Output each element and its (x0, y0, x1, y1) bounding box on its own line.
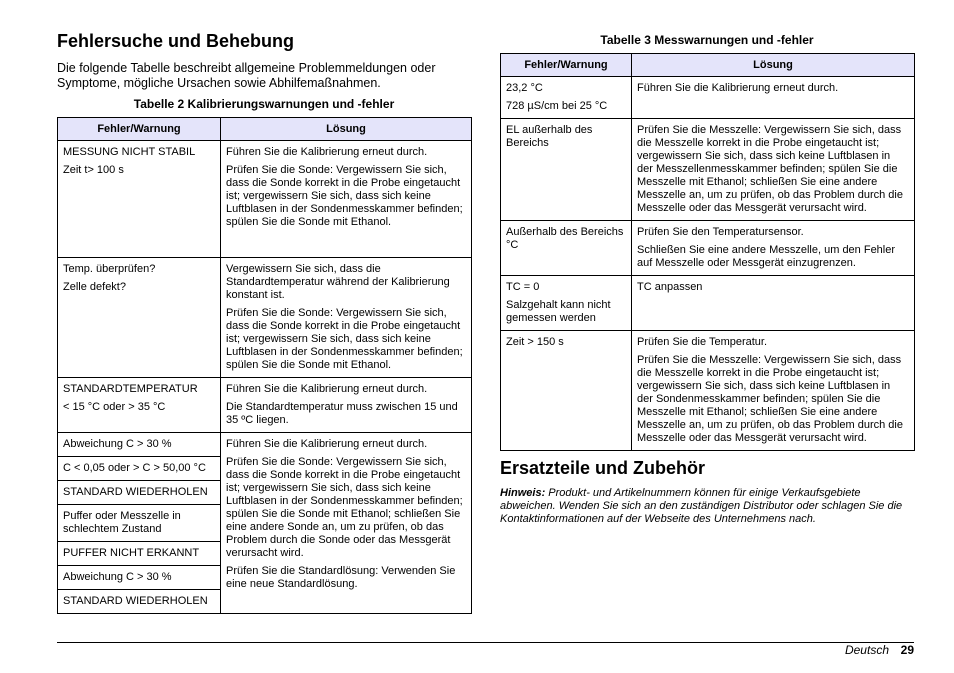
note-label: Hinweis: (500, 487, 546, 499)
table-row (58, 141, 472, 258)
measurement-table (500, 53, 915, 451)
table-row (501, 276, 915, 331)
error-cell: C < 0,05 oder > C > 50,00 °C (58, 457, 221, 481)
table3-caption: Tabelle 3 Messwarnungen und -fehler (600, 33, 814, 47)
column-header-solution: Lösung (221, 118, 472, 141)
solution-cell: Führen Sie die Kalibrierung erneut durch. (632, 77, 915, 119)
table-row (501, 221, 915, 276)
error-cell: STANDARD WIEDERHOLEN (58, 590, 221, 614)
table-row (501, 331, 915, 451)
error-cell: Temp. überprüfen? Zelle defekt? (58, 258, 221, 378)
page-heading-troubleshooting: Fehlersuche und Behebung (57, 31, 295, 51)
solution-cell: Prüfen Sie die Temperatur. Prüfen Sie die Messzelle: Vergewissern Sie sich, dass die Messzelle korrekt in die Probe eingetaucht ist; vergewissern Sie sich, dass sich keine Luftblasen in der Sondenmesskammer befinden; spülen Sie die Messzelle mit Ethanol; schließen Sie eine andere Messzelle an, um zu prüfen, ob das Problem durch die Messzelle oder das Messgerät verursacht wird. (632, 331, 915, 451)
table2-caption: Tabelle 2 Kalibrierungswarnungen und -fehler (133, 97, 395, 111)
footer-divider (57, 642, 914, 643)
table-row (58, 258, 472, 378)
table-header-row (501, 54, 915, 77)
note-text: Produkt- und Artikelnummern können für einige Verkaufsgebiete abweichen. Wenden Sie sich an den zuständigen Distributor oder schlagen Sie die Kontaktinformationen auf der Webseite des Unternehmens nach. (500, 487, 903, 525)
error-cell: 23,2 °C 728 µS/cm bei 25 °C (501, 77, 632, 119)
column-header-solution: Lösung (632, 54, 915, 77)
solution-cell: Führen Sie die Kalibrierung erneut durch. Die Standardtemperatur muss zwischen 15 und 35 ºC liegen. (221, 378, 472, 433)
error-cell: Zeit > 150 s (501, 331, 632, 451)
table-row (58, 433, 472, 457)
error-cell: STANDARDTEMPERATUR < 15 °C oder > 35 °C (58, 378, 221, 433)
column-header-error: Fehler/Warnung (501, 54, 632, 77)
table-row (501, 77, 915, 119)
error-cell: STANDARD WIEDERHOLEN (58, 481, 221, 505)
table-row (501, 119, 915, 221)
error-cell: Abweichung C > 30 % (58, 433, 221, 457)
solution-cell: Führen Sie die Kalibrierung erneut durch. Prüfen Sie die Sonde: Vergewissern Sie sich, dass die Sonde korrekt in die Probe eingetaucht ist; vergewissern Sie sich, dass sich keine Luftblasen in der Sondenmesskammer befinden; spülen Sie die Sonde mit Ethanol. (221, 141, 472, 258)
table-header-row (58, 118, 472, 141)
intro-paragraph: Die folgende Tabelle beschreibt allgemeine Problemmeldungen oder Symptome, mögliche Ursachen sowie Abhilfemaßnahmen. (57, 61, 436, 90)
solution-cell: TC anpassen (632, 276, 915, 331)
solution-cell: Prüfen Sie die Messzelle: Vergewissern Sie sich, dass die Messzelle korrekt in die Probe eingetaucht ist; vergewissern Sie sich, dass sich keine Luftblasen in der Messzellenmesskammer befinden; spülen Sie die Messzelle mit Ethanol; schließen Sie eine andere Messzelle an, um zu prüfen, ob das Problem durch die Messzelle oder das Messgerät verursacht wird. (632, 119, 915, 221)
error-cell: Puffer oder Messzelle in schlechtem Zustand (58, 505, 221, 542)
error-cell: MESSUNG NICHT STABIL Zeit t> 100 s (58, 141, 221, 258)
error-cell: Abweichung C > 30 % (58, 566, 221, 590)
column-header-error: Fehler/Warnung (58, 118, 221, 141)
error-cell: PUFFER NICHT ERKANNT (58, 542, 221, 566)
note-paragraph (500, 487, 914, 526)
solution-cell: Vergewissern Sie sich, dass die Standardtemperatur während der Kalibrierung konstant ist. Prüfen Sie die Sonde: Vergewissern Sie sich, dass die Sonde korrekt in die Probe eingetaucht ist; vergewissern Sie sich, dass sich keine Luftblasen in der Sondenmesskammer befinden; spülen Sie die Sonde mit Ethanol. (221, 258, 472, 378)
calibration-table (57, 117, 472, 614)
footer-language: Deutsch (844, 643, 889, 657)
table-row (58, 378, 472, 433)
error-cell: Außerhalb des Bereichs °C (501, 221, 632, 276)
page-number: 29 (900, 643, 914, 657)
solution-cell: Führen Sie die Kalibrierung erneut durch. Prüfen Sie die Sonde: Vergewissern Sie sich, dass die Sonde korrekt in die Probe eingetaucht ist; vergewissern Sie sich, dass sich keine Luftblasen in der Sondenmesskammer befinden; spülen Sie die Sonde mit Ethanol; schließen Sie eine andere Sonde an, um zu prüfen, ob das Problem durch die Sonde oder das Messgerät verursacht wird. Prüfen Sie die Standardlösung: Verwenden Sie eine neue Standardlösung. (221, 433, 472, 614)
error-cell: TC = 0 Salzgehalt kann nicht gemessen werden (501, 276, 632, 331)
error-cell: EL außerhalb des Bereichs (501, 119, 632, 221)
page-heading-spare-parts: Ersatzteile und Zubehör (500, 458, 706, 478)
solution-cell: Prüfen Sie den Temperatursensor. Schließen Sie eine andere Messzelle, um den Fehler auf Messzelle oder Messgerät einzugrenzen. (632, 221, 915, 276)
